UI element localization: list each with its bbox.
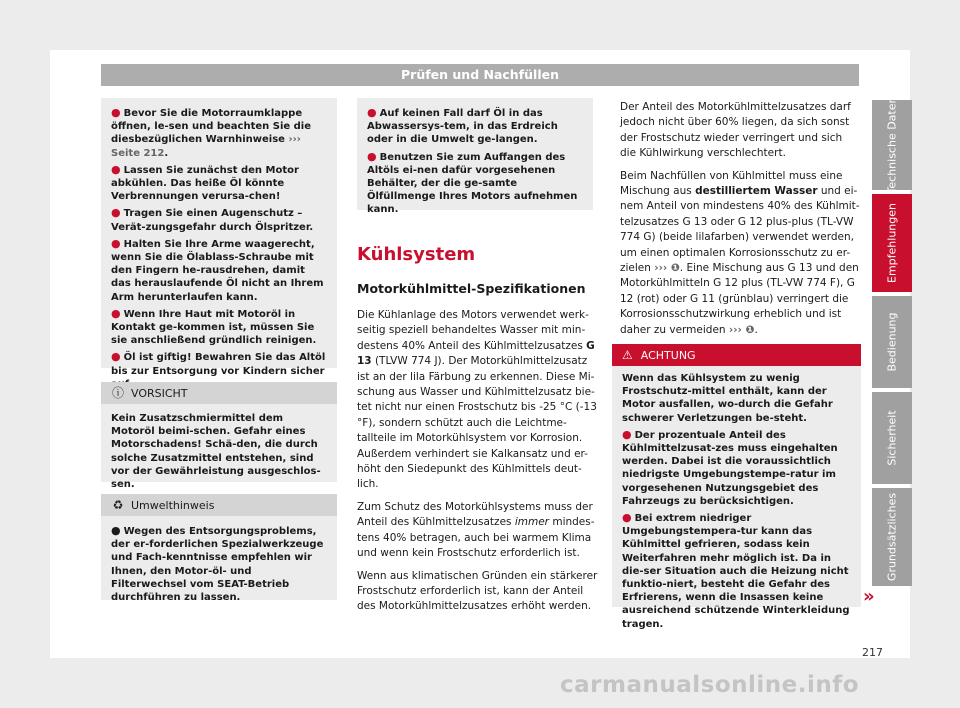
tab-empfehlungen[interactable]: Empfehlungen: [872, 194, 912, 292]
warning-ref-icon: ❶: [745, 323, 755, 336]
bullet-item: ● Öl ist giftig! Bewahren Sie das Altöl bis zur Entsorgung vor Kindern sicher: [111, 350, 326, 377]
environment-box: [101, 494, 337, 604]
recycle-icon: ♻: [112, 498, 124, 512]
bullet-icon: ●: [111, 306, 121, 320]
bullet-item: ● Halten Sie Ihre Arme waagerecht, wenn Sie die Ölablass-Schraube mit den Fingern he-rausdrehen, damit das herauslaufende Öl nicht an Ihrem Arm herunterlaufen kann.: [111, 236, 324, 303]
bullet-item: ● Auf keinen Fall darf Öl in das Abwassersys-tem, in das Erdreich oder in die Umwelt ge-langen.: [367, 106, 558, 146]
paragraph: Zum Schutz des Motorkühlsystems muss der Anteil des Kühlmittelzusatzes immer mindes-tens 40% betragen, auch bei warmem Klima und wenn kein Frostschutz erforderlich ist.: [357, 500, 595, 560]
paragraph: Der Anteil des Motorkühlmittelzusatzes darf jedoch nicht über 60% liegen, da sich sonst der Frostschutz wieder verringert und sich die Kühlwirkung verschlechtert.: [620, 101, 851, 160]
bullet-icon: ●: [367, 149, 377, 163]
environment-title: ♻ Umwelthinweis: [101, 494, 337, 516]
bullet-item: ● Wenn Ihre Haut mit Motoröl in Kontakt ge-kommen ist, müssen Sie sie anschließend gründlich reinigen.: [111, 306, 317, 347]
paragraph: Die Kühlanlage des Motors verwendet werk-seitig speziell behandeltes Wasser mit min-destens 40% Anteil des Kühlmittelzusatzes G 13 (TLVW 774 J). Der Motorkühlmittelzusatz ist an der lila Färbung zu erkennen. Diese Mi-schung aus Wasser und Kühlmittelzusatz bie-tet nicht nur einen Frostschutz bis -25 °C (-13 °F), sondern schützt auch die Leichtme-tallteile im Motorkühlsystem vor Korrosion. Außerdem verhindert sie Kalkansatz und er-höht den Siedepunkt des Kühlmittels deut-lich.: [357, 309, 597, 491]
tab-bedienung[interactable]: Bedienung: [872, 296, 912, 388]
bullet-item: ● Benutzen Sie zum Auffangen des Altöls ei-nen dafür vorgesehenen Behälter, der die ge-samte Ölfüllmenge Ihres Motors aufnehmen kann.: [367, 149, 578, 216]
bullet-icon: ●: [111, 206, 121, 220]
bullet-icon: ●: [367, 106, 377, 119]
warning-triangle-icon: ⚠: [622, 348, 633, 362]
continue-icon: »: [863, 586, 875, 607]
warning-link[interactable]: ››› ❶: [728, 323, 755, 336]
warning-link[interactable]: ››› ❶: [654, 262, 680, 275]
right-text-column: [620, 100, 860, 345]
section-title: Kühlsystem: [357, 244, 476, 265]
bullet-item: ● Lassen Sie zunächst den Motor abkühlen. Das heiße Öl könnte Verbrennungen verursa-chen!: [111, 162, 299, 203]
mid-bullet-box: [357, 98, 593, 216]
bullet-icon: ●: [622, 427, 632, 441]
bullet-item: ● Bevor Sie die Motorraumklappe öffnen, le-sen und beachten Sie die diesbezüglichen Warnhinweise ››› Seite 212.: [111, 106, 312, 159]
left-bullet-box: [101, 98, 337, 377]
page-header: Prüfen und Nachfüllen: [101, 64, 859, 86]
caution-icon: ⓘ: [111, 386, 124, 400]
mid-text-column: [357, 308, 601, 622]
tab-grundsaetzliches[interactable]: Grundsätzliches: [872, 488, 912, 586]
tab-technische-daten[interactable]: Technische Daten: [872, 100, 912, 190]
caution-box: [101, 382, 337, 491]
bullet-icon: ●: [111, 524, 121, 537]
bullet-item: ● Bei extrem niedriger Umgebungstempera-tur kann das Kühlmittel gefrieren, sodass kein Weiterfahren mehr möglich ist. Da in die-ser Situation auch die Heizung nicht funktio-niert, besteht die Gefahr des Erfrierens, wenn die Insassen keine ausreichend schützende Winterkleidung tragen.: [622, 511, 850, 630]
bullet-icon: ●: [111, 236, 121, 250]
bullet-item: ● Wegen des Entsorgungsproblems, der er-forderlichen Spezialwerkzeuge und Fach-kenntnisse empfehlen wir Ihnen, den Motor-öl- und Filterwechsel vom SEAT-Betrieb durchführen zu lassen.: [111, 524, 324, 604]
bullet-icon: ●: [111, 350, 121, 364]
page-number: 217: [862, 646, 883, 659]
paragraph: Beim Nachfüllen von Kühlmittel muss eine Mischung aus destilliertem Wasser und ei-nem Anteil von mindestens 40% des Kühlmit-telzusatzes G 13 oder G 12 plus-plus (TL-VW 774 G) (beide lilafarben) verwendet werden, um einen optimalen Korrosionsschutz zu er-zielen ››› ❶. Eine Mischung aus G 13 und den Motorkühlmitteln G 12 plus (TL-VW 774 F), G 12 (rot) oder G 11 (grünblau) verringert die Korrosionsschutzwirkung erheblich und ist daher zu vermeiden ››› ❶.: [620, 169, 860, 336]
bullet-icon: ●: [111, 162, 121, 176]
watermark: carmanualsonline.info: [560, 672, 860, 698]
tab-sicherheit[interactable]: Sicherheit: [872, 392, 912, 484]
warning-intro: Wenn das Kühlsystem zu wenig Frostschutz-mittel enthält, kann der Motor ausfallen, wo-durch die Gefahr schwerer Verletzungen be-steht.: [622, 373, 833, 424]
warning-title: ⚠ ACHTUNG: [612, 344, 861, 366]
bullet-item: ● Tragen Sie einen Augenschutz – Verät-zungsgefahr durch Ölspritzer.: [111, 206, 314, 233]
warning-ref-icon: ❶: [670, 262, 680, 275]
section-subtitle: Motorkühlmittel-Spezifikationen: [357, 281, 586, 296]
bullet-icon: ●: [622, 511, 632, 525]
page-link[interactable]: ››› Seite 212: [111, 134, 301, 159]
caution-text: Kein Zusatzschmiermittel dem Motoröl beimi-schen. Gefahr eines Motorschadens! Schä-den, die durch solche Zusatzmittel entstehen, sind vor der Gewährleistung ausgeschlos-sen.: [111, 413, 321, 491]
paragraph: Wenn aus klimatischen Gründen ein stärkerer Frostschutz erforderlich ist, kann der Anteil des Motorkühlmittelzusatzes erhöht werden.: [357, 569, 598, 613]
warning-box: [612, 344, 861, 630]
bullet-icon: ●: [111, 106, 121, 119]
caution-title: ⓘ VORSICHT: [101, 382, 337, 404]
bullet-item: ● Der prozentuale Anteil des Kühlmittelzusat-zes muss eingehalten werden. Dabei ist die voraussichtlich niedrigste Umgebungstempe-ratur im vorgesehenen Nutzungsgebiet des Fahrzeugs zu berücksichtigen.: [622, 427, 838, 507]
